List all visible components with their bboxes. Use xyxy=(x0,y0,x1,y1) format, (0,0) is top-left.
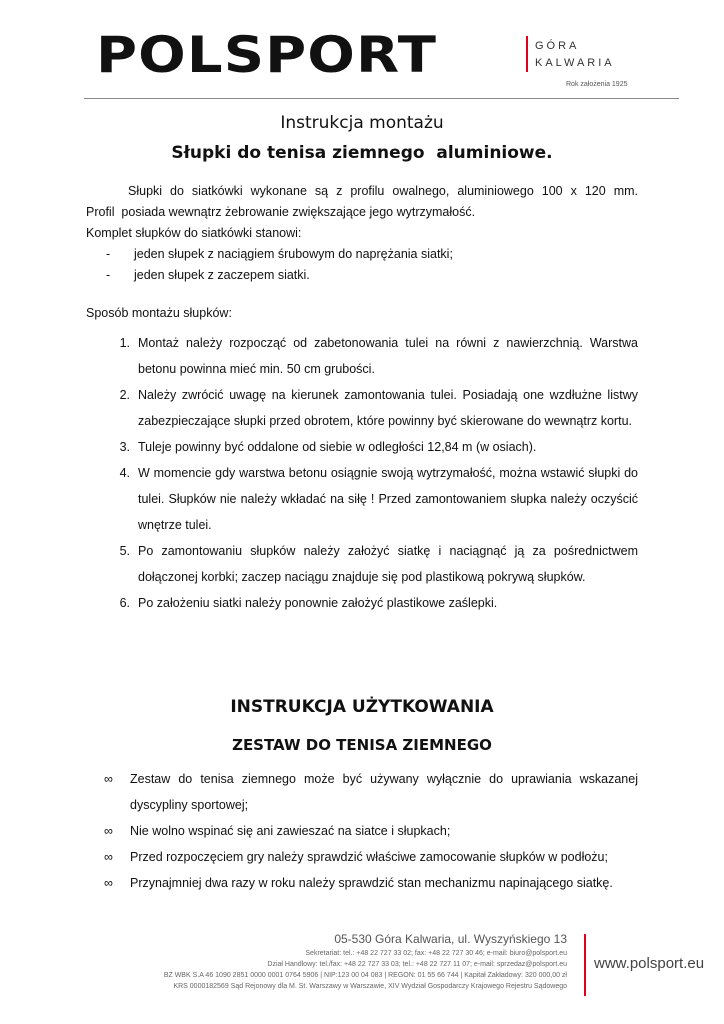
step-number: 1. xyxy=(119,336,130,350)
step-text: Po założeniu siatki należy ponownie założyć plastikowe zaślepki. xyxy=(138,596,498,610)
rule-item xyxy=(104,766,638,818)
step-number: 5. xyxy=(119,544,130,558)
product-title: Słupki do tenisa ziemnego aluminiowe. xyxy=(171,143,553,163)
rule-text: Przed rozpoczęciem gry należy sprawdzić właściwe zamocowanie słupków w podłożu; xyxy=(130,850,608,864)
usage-rules xyxy=(104,766,638,896)
footer-line-2: Dział Handlowy: tel./fax: +48 22 727 33 03; tel.: +48 22 727 11 07; e-mail: sprzedaz@polsport.eu xyxy=(267,961,567,968)
infinity-bullet-icon: ∞ xyxy=(104,850,113,864)
step-item xyxy=(86,382,638,434)
assembly-steps xyxy=(86,330,638,616)
rule-text: Zestaw do tenisa ziemnego może być używany wyłącznie do uprawiania wskazanej dyscypliny sportowej; xyxy=(130,772,638,812)
rule-text: Przynajmniej dwa razy w roku należy sprawdzić stan mechanizmu napinającego siatkę. xyxy=(130,876,613,890)
assembly-heading: Sposób montażu słupków: xyxy=(86,306,232,320)
usage-subheading: ZESTAW DO TENISA ZIEMNEGO xyxy=(232,736,492,754)
step-number: 3. xyxy=(119,440,130,454)
city-line-1: GÓRA xyxy=(535,40,580,52)
intro-p2: Profil posiada wewnątrz żebrowanie zwiększające jego wytrzymałość. xyxy=(86,205,476,219)
step-item xyxy=(86,460,638,538)
step-text: Tuleje powinny być oddalone od siebie w odległości 12,84 m (w osiach). xyxy=(138,440,537,454)
dash-item: - jeden słupek z naciągiem śrubowym do naprężania siatki; xyxy=(86,244,638,265)
step-text: Należy zwrócić uwagę na kierunek zamontowania tulei. Posiadają one wzdłużne listwy zabezpieczające słupki przed obrotem, które powinny być skierowane do wewnątrz kortu. xyxy=(138,388,638,428)
city-line-2: KALWARIA xyxy=(535,57,615,69)
step-number: 2. xyxy=(119,388,130,402)
logo-city xyxy=(535,38,615,72)
step-text: Montaż należy rozpocząć od zabetonowania tulei na równi z nawierzchnią. Warstwa betonu powinna mieć min. 50 cm grubości. xyxy=(138,336,638,376)
intro-p3: Komplet słupków do siatkówki stanowi: xyxy=(86,226,302,240)
step-number: 6. xyxy=(119,596,130,610)
dash-item-text: jeden słupek z naciągiem śrubowym do naprężania siatki; xyxy=(134,247,453,261)
step-text: Po zamontowaniu słupków należy założyć siatkę i naciągnąć ją za pośrednictwem dołączonej korbki; zaczep naciągu znajduje się pod plastikową pokrywą słupków. xyxy=(138,544,638,584)
header-divider xyxy=(84,98,679,99)
footer-info xyxy=(164,930,567,992)
footer-line-1: Sekretariat: tel.: +48 22 727 33 02; fax: +48 22 727 30 46; e-mail: biuro@polsport.eu xyxy=(305,950,567,957)
polsport-logo: POLSPORT xyxy=(96,26,438,84)
step-item xyxy=(86,434,638,460)
logo-divider xyxy=(526,36,528,72)
founded-text: Rok założenia 1925 xyxy=(566,81,628,88)
step-item xyxy=(86,330,638,382)
rule-text: Nie wolno wspinać się ani zawieszać na siatce i słupkach; xyxy=(130,824,451,838)
step-number: 4. xyxy=(119,466,130,480)
footer-divider xyxy=(584,934,586,996)
step-text: W momencie gdy warstwa betonu osiągnie swoją wytrzymałość, można wstawić słupki do tulei. Słupków nie należy wkładać na siłę ! Przed zamontowaniem słupka należy oczyścić wnętrze tulei. xyxy=(138,466,638,532)
footer-line-4: KRS 0000182569 Sąd Rejonowy dla M. St. Warszawy w Warszawie, XIV Wydział Gospodarczy Krajowego Rejestru Sądowego xyxy=(173,983,567,990)
footer-line-3: BZ WBK S.A 46 1090 2851 0000 0001 0764 5906 | NIP:123 00 04 083 | REGON: 01 55 66 744 | Kapitał Zakładowy: 320 000,00 zł xyxy=(163,972,567,979)
usage-heading: INSTRUKCJA UŻYTKOWANIA xyxy=(230,697,494,717)
rule-item xyxy=(104,818,638,844)
dash-item-text: jeden słupek z zaczepem siatki. xyxy=(134,268,310,282)
infinity-bullet-icon: ∞ xyxy=(104,824,113,838)
intro-p1: Słupki do siatkówki wykonane są z profilu owalnego, aluminiowego 100 x 120 mm. xyxy=(128,184,638,198)
infinity-bullet-icon: ∞ xyxy=(104,876,113,890)
step-item xyxy=(86,538,638,590)
doc-title: Instrukcja montażu xyxy=(280,113,444,133)
website-link[interactable]: www.polsport.eu xyxy=(594,955,705,972)
dash-item: - jeden słupek z zaczepem siatki. xyxy=(86,265,638,286)
footer-address: 05-530 Góra Kalwaria, ul. Wyszyńskiego 13 xyxy=(334,932,567,946)
intro-section xyxy=(86,181,638,286)
step-item xyxy=(86,590,638,616)
infinity-bullet-icon: ∞ xyxy=(104,772,113,786)
rule-item xyxy=(104,844,638,870)
rule-item xyxy=(104,870,638,896)
